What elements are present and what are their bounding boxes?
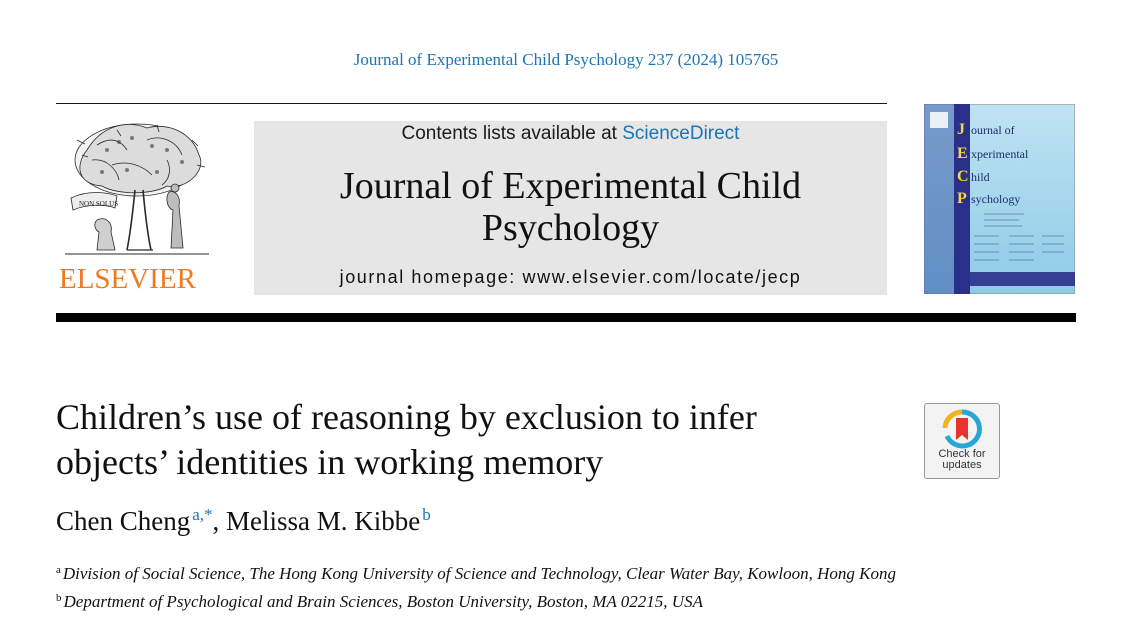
journal-title-line-2: Psychology: [481, 207, 660, 249]
logo-motto: NON SOLUS: [79, 200, 119, 208]
author-name[interactable]: Chen Cheng: [56, 506, 191, 536]
tree-icon: [57, 120, 217, 260]
cover-letter-p: P: [957, 190, 967, 207]
article-title-line-2: objects’ identities in working memory: [56, 442, 604, 482]
author-list: [56, 505, 431, 537]
cover-image: [924, 104, 1075, 294]
affiliation-mark: a: [56, 564, 61, 576]
cover-letter-c: C: [957, 168, 969, 185]
affiliation-text: Department of Psychological and Brain Sciences, Boston University, Boston, MA 02215, USA: [63, 592, 703, 611]
journal-citation[interactable]: Journal of Experimental Child Psychology 237 (2024) 105765: [353, 50, 779, 69]
journal-title: [254, 165, 887, 249]
affiliation-text: Division of Social Science, The Hong Kong University of Science and Technology, Clear Water Bay, Kowloon, Hong Kong: [62, 564, 896, 583]
author-affiliation-mark[interactable]: a,*: [192, 505, 213, 524]
author-name[interactable]: Melissa M. Kibbe: [226, 506, 421, 536]
journal-cover-thumbnail[interactable]: [924, 104, 1075, 294]
cover-word-3: hild: [971, 170, 990, 184]
check-for-updates-button[interactable]: [924, 403, 1000, 479]
cover-letter-j: J: [957, 121, 965, 138]
affiliation-item: [56, 586, 896, 614]
check-updates-label: [925, 449, 999, 471]
author-affiliation-mark[interactable]: b: [422, 505, 431, 524]
article-title: [56, 395, 896, 485]
affiliation-item: [56, 558, 896, 586]
check-updates-label-line-2: updates: [942, 459, 982, 471]
contents-prefix: Contents lists available at: [401, 123, 623, 144]
journal-title-line-1: Journal of Experimental Child: [339, 165, 802, 207]
contents-line: [254, 123, 887, 145]
check-updates-label-line-1: Check for: [938, 448, 986, 460]
cover-letter-e: E: [957, 145, 968, 162]
journal-homepage[interactable]: journal homepage: www.elsevier.com/locate/jecp: [339, 267, 802, 287]
article-title-line-1: Children’s use of reasoning by exclusion to infer: [56, 397, 757, 437]
journal-masthead: [254, 121, 887, 295]
cover-word-1: ournal of: [971, 123, 1015, 137]
affiliation-list: [56, 558, 896, 614]
publisher-wordmark: ELSEVIER: [59, 263, 196, 295]
check-updates-icon: [925, 406, 999, 450]
elsevier-logo[interactable]: [57, 120, 217, 296]
sciencedirect-link[interactable]: ScienceDirect: [622, 123, 740, 144]
cover-word-4: sychology: [971, 192, 1021, 206]
header-rule-thin: [56, 103, 887, 104]
cover-word-2: xperimental: [971, 147, 1029, 161]
author-separator: ,: [212, 506, 227, 536]
header-rule-thick: [56, 313, 1076, 322]
affiliation-mark: b: [56, 592, 62, 604]
